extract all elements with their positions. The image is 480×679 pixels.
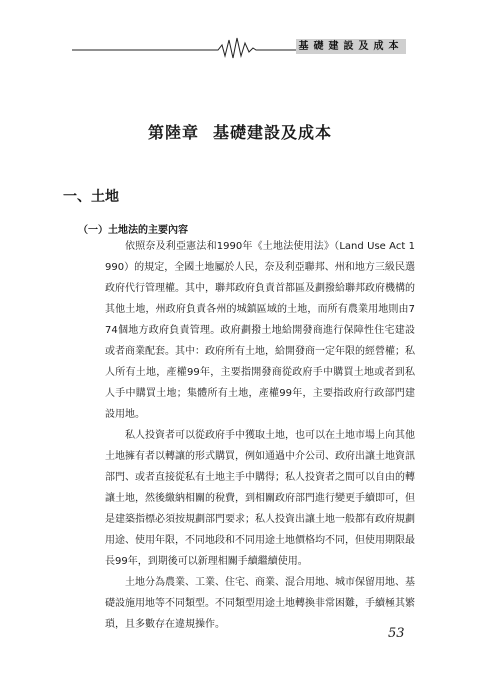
paragraph-land-types: 土地分為農業、工業、住宅、商業、混合用地、城市保留用地、基礎設施用地等不同類型。不同類型用途土地轉換非常困難，手續極其繁瑣，且多數存在違規操作。: [105, 577, 415, 630]
header-label: 基礎建設及成本: [296, 39, 406, 54]
paragraph-private-investors: 私人投資者可以從政府手中獲取土地，也可以在土地市場上向其他土地擁有者以轉讓的形式購買，例如通過中介公司、政府出讓土地資訊部門、或者直接從私有土地主手中購得；私人投資者之間可以自由的轉讓土地，然後繳納相關的稅費，到相關政府部門進行變更手續即可，但是建築指標必須按規劃部門要求；私人投資出讓土地一般都有政府規劃用途、使用年限，不同地段和不同用途土地價格均不同，但使用期限最長99年，到期後可以新理相關手續繼續使用。: [105, 430, 415, 567]
running-header: [72, 36, 410, 60]
chapter-title: [0, 120, 480, 143]
subsection-title: （一）土地法的主要內容: [78, 225, 188, 236]
heartbeat-line-ornament: [72, 36, 298, 60]
page-number: 53: [388, 626, 405, 641]
chapter-name: 基礎建設及成本: [213, 123, 333, 142]
chapter-number: 第陸章: [147, 123, 199, 142]
section-title: 一、土地: [63, 189, 119, 205]
body-text: [105, 236, 415, 635]
paragraph-land-ownership: 依照奈及利亞憲法和1990年《土地法使用法》（Land Use Act 1990）的規定，全國土地屬於人民，奈及利亞聯邦、州和地方三級民選政府代行管理權。其中，聯邦政府負責首都區及劃撥給聯邦政府機構的其他土地，州政府負責各州的城鎮區域的土地，而所有農業用地則由774個地方政府負責管理。政府劃撥土地給開發商進行保障性住宅建設或者商業配套。其中：政府所有土地，給開發商一定年限的經營權；私人所有土地，產權99年，主要指開發商從政府手中購買土地或者到私人手中購買土地；集體所有土地，產權99年，主要指政府行政部門建設用地。: [105, 241, 415, 420]
